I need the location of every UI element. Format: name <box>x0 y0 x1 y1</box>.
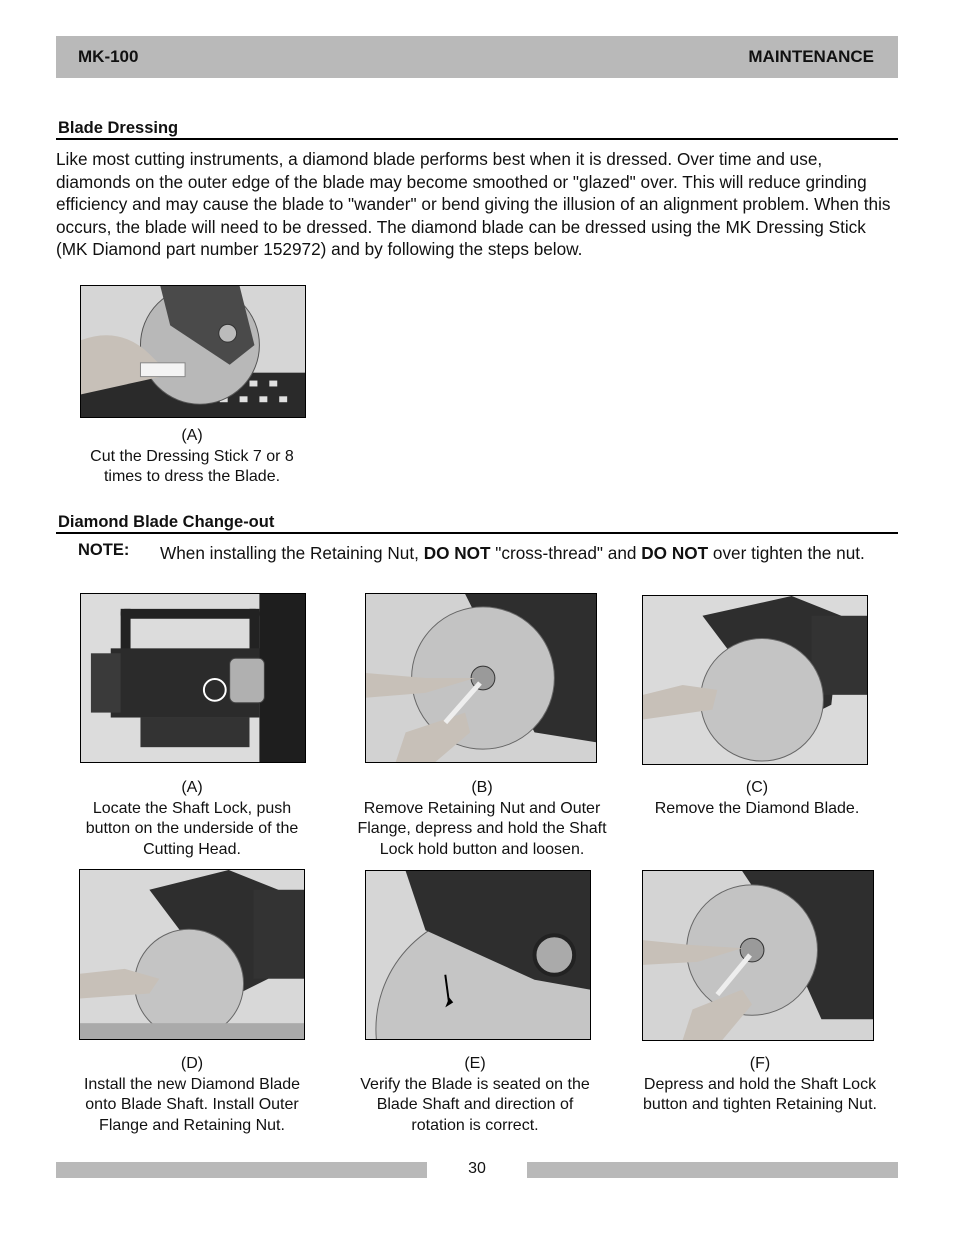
blade-dressing-paragraph: Like most cutting instruments, a diamond blade performs best when it is dressed. Over time and use, diamonds on the outer edge of the blade may become smoothed or "glazed" over. This will reduce grinding efficiency and may cause the blade to "wander" or bend giving the illusion of an alignment problem. When this occurs, the blade will need to be dressed. The diamond blade can be dressed using the MK Dressing Stick (MK Diamond part number 152972) and by following the steps below. <box>56 149 891 259</box>
section-title-change-out: Diamond Blade Change-out <box>56 512 898 534</box>
photo-step-d <box>79 869 305 1040</box>
note-emphasis: DO NOT <box>641 543 709 563</box>
caption-letter: (F) <box>749 1055 771 1072</box>
header-section: MAINTENANCE <box>748 47 874 66</box>
caption-text: Depress and hold the Shaft Lock button and tighten Retaining Nut. <box>643 1075 877 1114</box>
photo-step-a <box>80 593 306 763</box>
photo-dressing-stick <box>80 285 306 418</box>
caption-text: Install the new Diamond Blade onto Blade Shaft. Install Outer Flange and Retaining Nut. <box>83 1075 301 1134</box>
caption-step-c <box>632 778 882 819</box>
caption-letter: (B) <box>471 779 493 796</box>
caption-text: Cut the Dressing Stick 7 or 8 times to dress the Blade. <box>90 447 294 486</box>
photo-step-f <box>642 870 874 1041</box>
caption-letter: (C) <box>745 779 769 796</box>
caption-letter: (E) <box>464 1055 486 1072</box>
photo-step-c <box>642 595 868 765</box>
caption-step-f <box>626 1054 894 1116</box>
caption-step-b <box>344 778 620 860</box>
note-text-part: over tighten the nut. <box>708 543 865 563</box>
caption-step-d <box>70 1054 314 1136</box>
caption-text: Verify the Blade is seated on the Blade Shaft and direction of rotation is correct. <box>360 1075 590 1134</box>
note-text-part: "cross-thread" and <box>490 543 642 563</box>
note-label: NOTE: <box>78 541 130 559</box>
caption-step-a <box>70 778 314 860</box>
caption-step-e <box>354 1054 596 1136</box>
caption-dressing-a <box>70 426 314 488</box>
caption-text: Remove Retaining Nut and Outer Flange, depress and hold the Shaft Lock hold button and loosen. <box>357 799 607 858</box>
photo-step-e <box>365 870 591 1040</box>
section-title-blade-dressing: Blade Dressing <box>56 118 898 140</box>
note-text-part: When installing the Retaining Nut, <box>160 543 424 563</box>
footer-bar-right <box>527 1162 898 1178</box>
note-emphasis: DO NOT <box>423 543 491 563</box>
caption-letter: (A) <box>181 779 203 796</box>
note-text <box>160 542 902 564</box>
page-header <box>56 36 898 78</box>
caption-text: Remove the Diamond Blade. <box>654 799 860 817</box>
caption-text: Locate the Shaft Lock, push button on the underside of the Cutting Head. <box>85 799 299 858</box>
page-number: 30 <box>468 1160 486 1177</box>
header-model: MK-100 <box>78 47 139 66</box>
caption-letter: (A) <box>181 427 203 444</box>
footer-bar-left <box>56 1162 427 1178</box>
photo-step-b <box>365 593 597 763</box>
caption-letter: (D) <box>180 1055 204 1072</box>
